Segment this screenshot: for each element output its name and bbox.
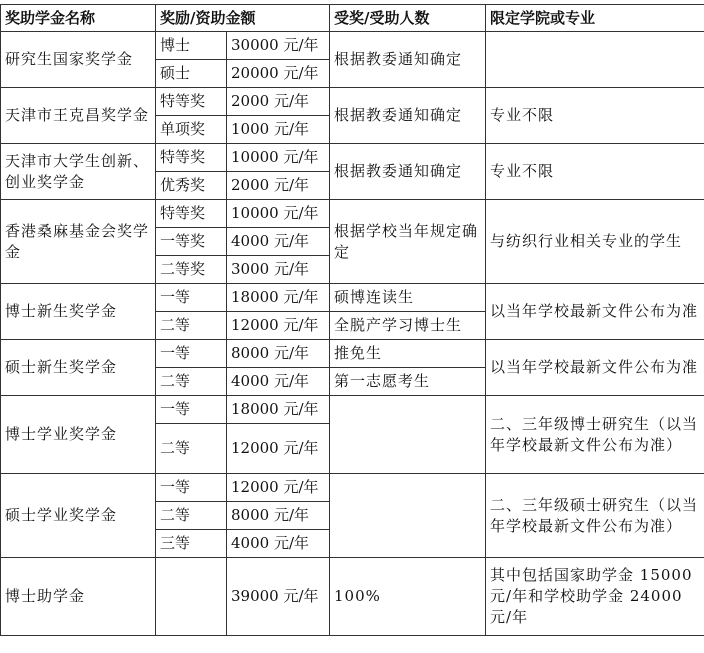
award-amount: 1000 元/年 [227,116,330,144]
award-amount: 10000 元/年 [227,144,330,172]
award-amount: 18000 元/年 [227,396,330,424]
award-level: 三等 [156,530,227,558]
award-amount: 4000 元/年 [227,228,330,256]
recipient-count: 根据教委通知确定 [330,144,486,200]
restriction: 二、三年级硕士研究生（以当年学校最新文件公布为准） [486,474,704,558]
table-row [1,200,704,228]
award-amount: 12000 元/年 [227,424,330,474]
award-level: 二等 [156,312,227,340]
scholarship-name: 博士助学金 [1,558,156,636]
header-row [1,5,704,32]
award-amount: 20000 元/年 [227,60,330,88]
table-row [1,32,704,60]
scholarship-name: 硕士学业奖学金 [1,474,156,558]
table-row [1,396,704,424]
award-level: 二等 [156,502,227,530]
award-level: 一等 [156,340,227,368]
scholarship-name: 香港桑麻基金会奖学金 [1,200,156,284]
restriction: 专业不限 [486,144,704,200]
header-restriction: 限定学院或专业 [486,5,704,32]
restriction: 以当年学校最新文件公布为准 [486,284,704,340]
restriction: 其中包括国家助学金 15000 元/年和学校助学金 24000 元/年 [486,558,704,636]
scholarship-name: 研究生国家奖学金 [1,32,156,88]
award-level: 博士 [156,32,227,60]
award-amount: 39000 元/年 [227,558,330,636]
scholarship-name: 硕士新生奖学金 [1,340,156,396]
restriction: 专业不限 [486,88,704,144]
award-level: 特等奖 [156,144,227,172]
recipient-count [330,396,486,474]
table-row [1,88,704,116]
award-level: 特等奖 [156,88,227,116]
award-amount: 2000 元/年 [227,88,330,116]
table-row [1,284,704,312]
award-amount: 18000 元/年 [227,284,330,312]
award-amount: 4000 元/年 [227,368,330,396]
restriction: 与纺织行业相关专业的学生 [486,200,704,284]
award-amount: 30000 元/年 [227,32,330,60]
table-row [1,558,704,636]
award-amount: 4000 元/年 [227,530,330,558]
award-amount: 2000 元/年 [227,172,330,200]
award-amount: 12000 元/年 [227,474,330,502]
recipient-count: 根据教委通知确定 [330,32,486,88]
restriction [486,32,704,88]
recipient-count: 推免生 [330,340,486,368]
header-amount: 奖励/资助金额 [156,5,330,32]
award-level: 硕士 [156,60,227,88]
recipient-count: 100% [330,558,486,636]
recipient-count: 根据教委通知确定 [330,88,486,144]
award-amount: 8000 元/年 [227,340,330,368]
award-level: 一等 [156,396,227,424]
restriction: 二、三年级博士研究生（以当年学校最新文件公布为准） [486,396,704,474]
scholarship-name: 博士学业奖学金 [1,396,156,474]
award-level: 二等 [156,424,227,474]
header-name: 奖助学金名称 [1,5,156,32]
recipient-count: 全脱产学习博士生 [330,312,486,340]
award-level: 一等奖 [156,228,227,256]
award-level: 单项奖 [156,116,227,144]
award-level: 一等 [156,474,227,502]
table-row [1,144,704,172]
table-row [1,340,704,368]
award-level: 优秀奖 [156,172,227,200]
award-amount: 3000 元/年 [227,256,330,284]
award-level: 二等 [156,368,227,396]
scholarship-name: 天津市大学生创新、创业奖学金 [1,144,156,200]
award-amount: 12000 元/年 [227,312,330,340]
recipient-count [330,474,486,558]
header-recipients: 受奖/受助人数 [330,5,486,32]
scholarship-table [0,4,704,636]
award-level: 二等奖 [156,256,227,284]
recipient-count: 根据学校当年规定确定 [330,200,486,284]
recipient-count: 第一志愿考生 [330,368,486,396]
award-amount: 8000 元/年 [227,502,330,530]
table-body [1,32,704,636]
award-level: 特等奖 [156,200,227,228]
table-row [1,474,704,502]
restriction: 以当年学校最新文件公布为准 [486,340,704,396]
award-level: 一等 [156,284,227,312]
award-level [156,558,227,636]
scholarship-name: 天津市王克昌奖学金 [1,88,156,144]
award-amount: 10000 元/年 [227,200,330,228]
scholarship-name: 博士新生奖学金 [1,284,156,340]
recipient-count: 硕博连读生 [330,284,486,312]
